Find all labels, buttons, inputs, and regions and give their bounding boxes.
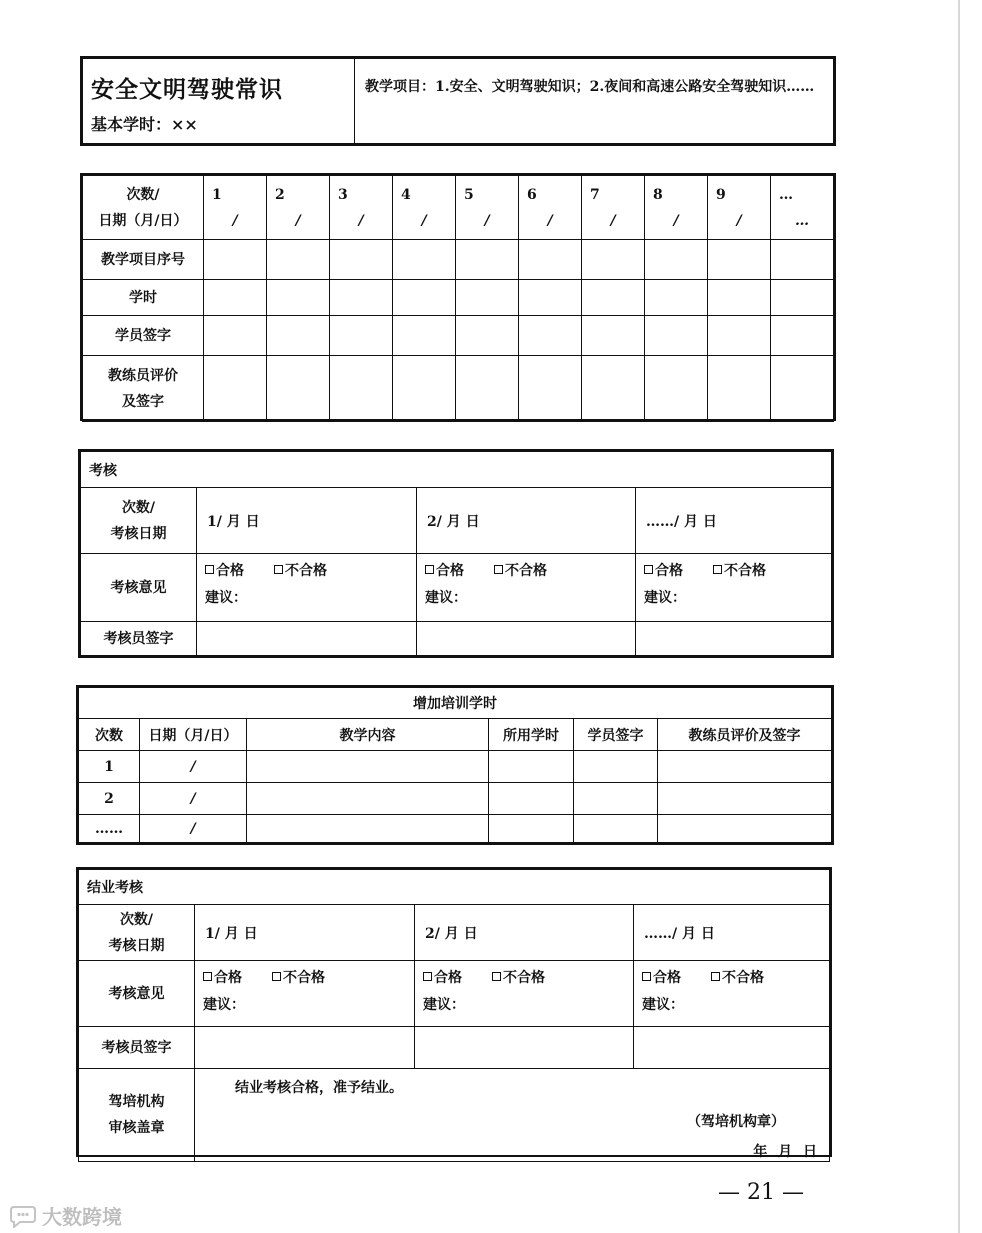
final-opinion-label: 考核意见 [79, 961, 195, 1027]
chat-bubble-icon [8, 1206, 38, 1228]
pass-checkbox[interactable] [644, 565, 653, 574]
row-label-item: 教学项目序号 [83, 240, 204, 280]
org-label: 驾培机构 审核盖章 [79, 1069, 195, 1162]
table-row: …… / [79, 815, 832, 843]
final-date-more[interactable]: ……/ 月 日 [634, 905, 830, 961]
col-header-hours: 所用学时 [489, 719, 574, 751]
table-row [83, 280, 834, 316]
header-block [80, 56, 836, 146]
final-exam-table [76, 867, 832, 1160]
record-table [80, 173, 836, 421]
col-3[interactable]: 3 / [330, 176, 393, 240]
final-opinion-more[interactable]: 合格 不合格 建议： [634, 961, 830, 1027]
table-row [83, 240, 834, 280]
teaching-items: 教学项目：1.安全、文明驾驶知识；2.夜间和高速公路安全驾驶知识…… [355, 59, 834, 144]
exam-opinion-1[interactable]: 合格 不合格 建议： [197, 554, 417, 622]
exam-table [78, 449, 834, 658]
fail-checkbox[interactable] [272, 972, 281, 981]
page-edge [958, 0, 960, 1233]
col-8[interactable]: 8 / [645, 176, 708, 240]
pass-checkbox[interactable] [203, 972, 212, 981]
final-title: 结业考核 [79, 870, 830, 905]
page-title: 安全文明驾驶常识 [91, 76, 283, 103]
table-row [83, 316, 834, 356]
col-4[interactable]: 4 / [393, 176, 456, 240]
col-header-content: 教学内容 [247, 719, 489, 751]
exam-date-1[interactable]: 1/ 月 日 [197, 488, 417, 554]
row-label-student-sign: 学员签字 [83, 316, 204, 356]
row-label-date: 次数/ 日期（月/日） [83, 176, 204, 240]
col-header-student-sign: 学员签字 [574, 719, 658, 751]
exam-opinion-label: 考核意见 [81, 554, 197, 622]
col-header-date: 日期（月/日） [140, 719, 247, 751]
fail-checkbox[interactable] [713, 565, 722, 574]
final-opinion-2[interactable]: 合格 不合格 建议： [415, 961, 634, 1027]
exam-opinion-2[interactable]: 合格 不合格 建议： [417, 554, 636, 622]
final-opinion-1[interactable]: 合格 不合格 建议： [195, 961, 415, 1027]
page-number: — 21 — [718, 1180, 804, 1205]
col-5[interactable]: 5 / [456, 176, 519, 240]
pass-checkbox[interactable] [423, 972, 432, 981]
org-approval-cell[interactable] [195, 1069, 830, 1162]
col-header-coach-eval: 教练员评价及签字 [658, 719, 832, 751]
basic-hours: 基本学时：×× [91, 115, 198, 134]
header-left [83, 59, 355, 144]
fail-checkbox[interactable] [711, 972, 720, 981]
row-label-hours: 学时 [83, 280, 204, 316]
table-row [83, 176, 834, 240]
watermark: 大数跨境 [8, 1201, 122, 1230]
final-signer-label: 考核员签字 [79, 1027, 195, 1069]
exam-opinion-more[interactable]: 合格 不合格 建议： [636, 554, 832, 622]
fail-checkbox[interactable] [494, 565, 503, 574]
exam-date-2[interactable]: 2/ 月 日 [417, 488, 636, 554]
approval-text: 结业考核合格，准予结业。 [235, 1080, 403, 1096]
approval-date: 年 月 日 [753, 1144, 817, 1160]
extra-title: 增加培训学时 [79, 688, 832, 719]
pass-checkbox[interactable] [642, 972, 651, 981]
col-7[interactable]: 7 / [582, 176, 645, 240]
final-date-label: 次数/ 考核日期 [79, 905, 195, 961]
extra-training-table [76, 685, 834, 845]
col-1[interactable]: 1 / [204, 176, 267, 240]
table-row: 1 / [79, 751, 832, 783]
fail-checkbox[interactable] [274, 565, 283, 574]
final-date-1[interactable]: 1/ 月 日 [195, 905, 415, 961]
pass-checkbox[interactable] [425, 565, 434, 574]
col-more[interactable]: … … [771, 176, 834, 240]
exam-title: 考核 [81, 452, 832, 488]
col-9[interactable]: 9 / [708, 176, 771, 240]
pass-checkbox[interactable] [205, 565, 214, 574]
col-6[interactable]: 6 / [519, 176, 582, 240]
exam-date-more[interactable]: ……/ 月 日 [636, 488, 832, 554]
fail-checkbox[interactable] [492, 972, 501, 981]
table-row [83, 356, 834, 422]
exam-signer-label: 考核员签字 [81, 622, 197, 656]
table-row: 2 / [79, 783, 832, 815]
exam-date-label: 次数/ 考核日期 [81, 488, 197, 554]
final-date-2[interactable]: 2/ 月 日 [415, 905, 634, 961]
row-label-coach-eval: 教练员评价 及签字 [83, 356, 204, 422]
col-header-no: 次数 [79, 719, 140, 751]
col-2[interactable]: 2 / [267, 176, 330, 240]
org-seal: （驾培机构章） [687, 1114, 785, 1130]
